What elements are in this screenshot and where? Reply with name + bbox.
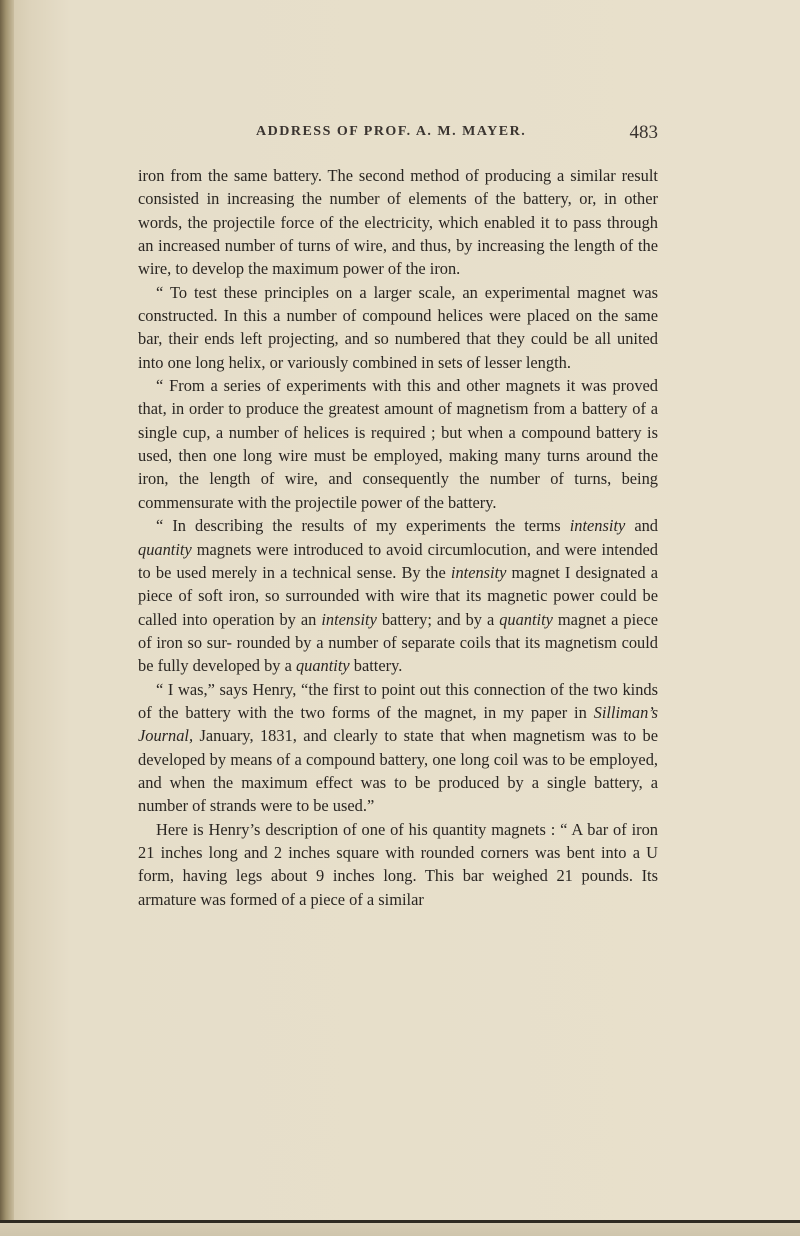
page-header (138, 124, 658, 148)
paragraph-4 (138, 514, 658, 677)
paragraph-5 (138, 678, 658, 818)
paragraph-3: “ From a series of experiments with this and other magnets it was proved that, in order to produce the greatest amount of magnetism from a battery of a single cup, a number of helices is required ; but when a compound battery is used, then one long wire must be employed, making many turns around the iron, the length of wire, and consequently the number of turns, being commensurate with the projectile power of the battery. (138, 376, 658, 512)
paragraph-1: iron from the same battery. The second method of producing a similar result consisted in increasing the number of elements of the battery, or, in other words, the projectile force of the electricity, which enabled it to pass through an increased number of turns of wire, and thus, by increasing the length of the wire, to develop the maximum power of the iron. (138, 166, 658, 279)
text-span: and (625, 516, 659, 536)
text-span: battery. (349, 656, 403, 676)
italic-term: intensity (569, 516, 626, 536)
text-span: “ I was,” says Henry, “the first to point out this connection of the two kinds of the battery with the two forms of the magnet, in my paper in (138, 679, 658, 722)
running-head: ADDRESS OF PROF. A. M. MAYER. (256, 124, 527, 139)
text-span: magnets were introduced to avoid circumlocution, and were intended to be used merely in a technical sense. By the (138, 539, 658, 582)
page-binding-edge (0, 0, 14, 1236)
paragraph-6: Here is Henry’s description of one of his quantity magnets : “ A bar of iron 21 inches long and 2 inches square with rounded corners was bent into a U form, having legs about 9 inches long. This bar weighed 21 pounds. Its armature was formed of a piece of a similar (138, 819, 658, 909)
bottom-edge-rule (0, 1220, 800, 1236)
italic-term: intensity (450, 562, 507, 582)
text-span: “ In describing the results of my experiments the terms (156, 516, 570, 536)
paragraph-2: “ To test these principles on a larger scale, an experimental magnet was constructed. In this a number of compound helices were placed on the same bar, their ends left projecting, and so numbered that they could be all united into one long helix, or variously combined in sets of lesser length. (138, 282, 658, 372)
italic-term: quantity (499, 609, 553, 629)
page-number: 483 (629, 122, 658, 143)
body-text (138, 164, 658, 911)
text-span: battery; and by a (376, 609, 500, 629)
text-span: magnet I designated a piece of soft iron, so surrounded with wire that its magnetic power could be called into operation by an (138, 562, 658, 629)
journal-title: Silliman’s Journal, (138, 702, 658, 746)
text-span: January, 1831, and clearly to state that when magnetism was to be developed by means of a compound battery, one long coil was to be employed, and when the maximum effect was to be produced by a single battery, a number of strands were to be used.” (138, 726, 658, 816)
italic-term: quantity (295, 656, 350, 676)
text-span: magnet a piece of iron so sur- rounded by a number of separate coils that its magnetism could be fully developed by a (138, 609, 658, 676)
italic-term: intensity (321, 609, 377, 629)
italic-term: quantity (138, 539, 192, 559)
